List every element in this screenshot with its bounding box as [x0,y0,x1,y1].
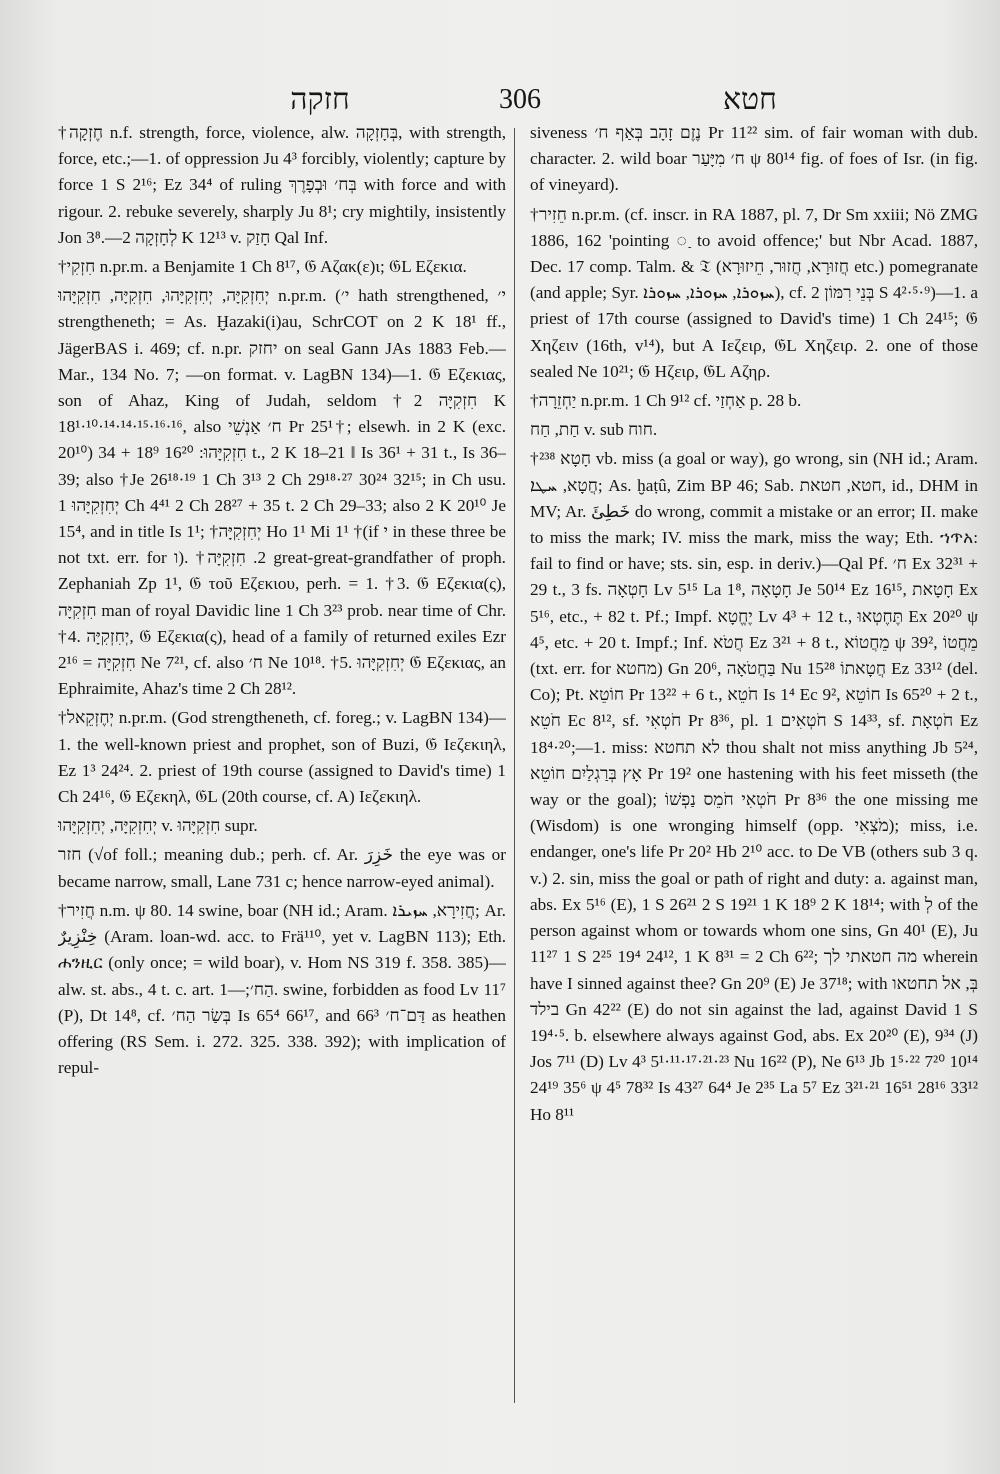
entry-chezir-pr: †חֵזִיר n.pr.m. (cf. inscr. in RA 1887, pl. 7, Dr Sm xxiii; Nö ZMG 1886, 162 'pointing ◌ַ to avoid offence;' but Nbr Acad. 1887, Dec. 17 comp. Talm. & 𝔗 (חֲזוּרָא, חֲזוּר, חֵיזוּרָא etc.) pomegranate (and apple; Syr. ܚܙܘܪܐ, ܚܙܘܪܐ, ܚܙܘܪܐ), cf. בְּנֵי רִמּוֹן 2 S 4²·⁵·⁹)—1. a priest of 17th course (assigned to David's time) 1 Ch 24¹⁵; 𝔊 Χηζειν (16th, v¹⁴), but A Ιεζειρ, 𝔊L Χηζειρ. 2. one of those sealed Ne 10²¹; 𝔊 Ηζειρ, 𝔊L Αζηρ. [530,204,978,381]
entry-chazir-continued: siveness נֶזֶם זָהָב בְּאַף ח׳ Pr 11²² sim. of fair woman with dub. character. 2. wild boar ח׳ מִיָּעַר ψ 80¹⁴ fig. of foes of Isr. (in fig. of vineyard). [530,123,978,195]
entry-chach-crossref: חַת, חַח v. sub חוח. [530,420,658,440]
running-head-left: חזקה [290,82,350,117]
column-divider [514,128,515,1403]
entry-ezekiel: †יְחֶזְקֵאל n.pr.m. (God strengtheneth, cf. foreg.; v. LagBN 134)—1. the well-known priest and prophet, son of Buzi, 𝔊 Ιεζεκιηλ, Ez 1³ 24²⁴. 2. priest of 19th course (assigned to David's time) 1 Ch 24¹⁶, 𝔊 Εζεκηλ, 𝔊L (20th course, cf. A) Ιεζεκιηλ. [58,708,506,807]
entry-chata: †חָטָא ²³⁸ vb. miss (a goal or way), go wrong, sin (NH id.; Aram. חֲטָא, ܚܛܐ; As. ḫaṭû, Zim BP 46; Sab. חטא, חטאת, id., DHM in MV; Ar. خَطِئَ do wrong, commit a mistake or an error; II. make to miss the mark; IV. miss the mark, miss the way; Eth. ኀጥአ: fail to find or have; sts. sin, esp. in deriv.)—Qal Pf. ח׳ Ex 32³¹ + 29 t., 3 fs. חָטְאָה Lv 5¹⁵ La 1⁸, חָטָאָה Je 50¹⁴ Ez 16¹⁵, חָטָאת Ex 5¹⁶, etc., + 82 t. Pf.; Impf. יֶחֱטָא Lv 4³ + 12 t., תֶּחֶטְאוּ Ex 20²⁰ ψ 4⁵, etc. + 20 t. Impf.; Inf. חֲטֹא Ez 3²¹ + 8 t., מֵחֲטוֹא ψ 39², מֵחֲטוֹ (txt. err. for מחטא) Gn 20⁶, בַּחֲטֹאָה Nu 15²⁸ חֲטָאתוֹ Ez 33¹² (del. Co); Pt. חוֹטֵא Pr 13²² + 6 t., חֹטֵא Is 1⁴ Ec 9², חוֹטֵא Is 65²⁰ + 2 t., חֹטֵא Ec 8¹², sf. חֹטְאִי Pr 8³⁶, pl. חֹטְאִים 1 S 14³³, sf. חֹטְאָת Ez 18⁴·²⁰;—1. miss: לא תחטא thou shalt not miss anything Jb 5²⁴, אָץ בְּרַגְלַיִם חוֹטֵא Pr 19² one hastening with his feet misseth (the way or the goal); חֹטְאִי חֹמֵס נַפְשׁוֹ Pr 8³⁶ the one missing me (Wisdom) is one wronging himself (opp. מֹצְאִי); miss, i.e. endanger, one's life Pr 20² Hb 2¹⁰ acc. to De VB (others sub 3 q. v.) 2. sin, miss the goal or path of right and duty: a. against man, abs. Ex 5¹⁶ (E), 1 S 26²¹ 2 S 19²¹ 1 K 18⁹ 2 K 18¹⁴; with לְ of the person against whom or towards whom one sins, Gn 40¹ (E), Ju 11²⁷ 1 S 2²⁵ 19⁴ 24¹², 1 K 8³¹ = 2 Ch 6²²; מה חטאתי לך wherein have I sinned against thee? Gn 20⁹ (E) Je 37¹⁸; with בְּ, אל תחטאו בילד Gn 42²² (E) do not sin against the lad, against David 1 S 19⁴·⁵. b. elsewhere always against God, abs. Ex 20²⁰ (E), 9³⁴ (J) Jos 7¹¹ (D) Lv 4³ 5¹·¹¹·¹⁷·²¹·²³ Nu 16²² (P), Ne 6¹³ Jb 1⁵·²² 7²⁰ 10¹⁴ 24¹⁹ 35⁶ ψ 4⁵ 78³² Is 43²⁷ 64⁴ Je 2³⁵ La 5⁷ Ez 3²¹·²¹ 16⁵¹ 28¹⁶ 33¹² Ho 8¹¹ [530,449,978,1124]
entry-chzr-root: חזר (√of foll.; meaning dub.; perh. cf. Ar. خَزِرَ the eye was or became narrow, small, Lane 731 c; hence narrow-eyed animal). [58,845,506,891]
running-head-right: חטא [723,82,777,117]
left-column [58,120,506,1410]
entry-chizqi: †חִזְקִי n.pr.m. a Benjamite 1 Ch 8¹⁷, 𝔊 Aζακ(ε)ι; 𝔊L Εζεκια. [58,257,467,277]
entry-chazir: †חֲזִיר n.m. ψ 80. 14 swine, boar (NH id.; Aram. חֲזִירָא, ܚܙܝܪܐ; Ar. خِنْزِيرٌ (Aram. loan-wd. acc. to Frä¹¹⁰, yet v. LagBN 113); Eth. ሐንዚር (only once; = wild boar), v. Hom NS 319 f. 358. 385)—alw. st. abs., 4 t. c. art. הַח׳;—1. swine, forbidden as food Lv 11⁷ (P), Dt 14⁸, cf. בְּשַׂר הַח׳ Is 65⁴ 66¹⁷, and דַּם־ח׳ 66³ as heathen offering (RS Sem. i. 272. 325. 338. 392); with implication of repul- [58,900,506,1078]
entry-chezqah: †חֶזְקָה n.f. strength, force, violence, alw. בְּחָזְקָה, with strength, force, etc.;—1. of oppression Ju 4³ forcibly, violently; capture by force 1 S 2¹⁶; Ez 34⁴ of ruling בְּח׳ וּבְפָרֶךְ with force and with rigour. 2. rebuke severely, sharply Ju 8¹; cry mightily, insistently Jon 3⁸.—לְחָזְקָה 2 K 12¹³ v. חָזַק Qal Inf. [58,123,506,247]
entry-hezekiah: יְחִזְקִיָּה, יְחִזְקִיָּהוּ, חִזְקִיָּה, חִזְקִיָּהוּ n.pr.m. (י׳ hath strengthened, י׳ strengtheneth; = As. Ḫazaki(i)au, SchrCOT on 2 K 18¹ ff., JägerBAS i. 469; cf. n.pr. יחזק on seal Gann JAs 1883 Feb.—Mar., 134 No. 7; —on format. v. LagBN 134)—1. 𝔊 Εζεκιας, son of Ahaz, King of Judah, seldom †חִזְקִיָּה 2 K 18¹·¹⁰·¹⁴·¹⁴·¹⁵·¹⁶·¹⁶, also ח׳ אַנְשֵׁי Pr 25¹†; elsewh. in 2 K (exc. 20¹⁰) חִזְקִיָּהוּ: 16²⁰ 18⁹ + 34 t., 2 K 18–21 ‖ Is 36¹ + 31 t., Is 36–39; also †Je 26¹⁸·¹⁹ 1 Ch 3¹³ 2 Ch 29¹⁸·²⁷ 30²⁴ 32¹⁵; in Ch usu. יְחִזְקִיָּהוּ 1 Ch 4⁴¹ 2 Ch 28²⁷ + 35 t. 2 Ch 29–33; also 2 K 20¹⁰ Je 15⁴, and in title Is 1¹; †יְחִזְקִיָּה Ho 1¹ Mi 1¹ †(if י in these three be not txt. err. for ו). †2. חִזְקִיָּה great-great-grandfather of proph. Zephaniah Zp 1¹, 𝔊 τοῦ Εζεκιου, perh. = 1. †3. 𝔊 Εζεκια(ς), חִזְקִיָּה man of royal Davidic line 1 Ch 3²³ prob. near time of Chr. †4. יְחִזְקִיָּה, 𝔊 Εζεκια(ς), head of a family of returned exiles Ezr 2¹⁶ = חִזְקִיָּה Ne 7²¹, cf. also ח׳ Ne 10¹⁸. †5. יְחִזְקִיָּהוּ 𝔊 Εζεκιας, an Ephraimite, Ahaz's time 2 Ch 28¹². [58,286,506,699]
page-number: 306 [499,84,541,115]
entry-hezekiah-crossref: יְחִזְקִיָּה, יְחִזְקִיָּהוּ v. חִזְקִיָּהוּ supr. [58,816,258,836]
entry-yachzerah: †יַחְזֵרָה n.pr.m. 1 Ch 9¹² cf. אַחְזַי p. 28 b. [530,391,802,411]
right-column [530,120,978,1410]
